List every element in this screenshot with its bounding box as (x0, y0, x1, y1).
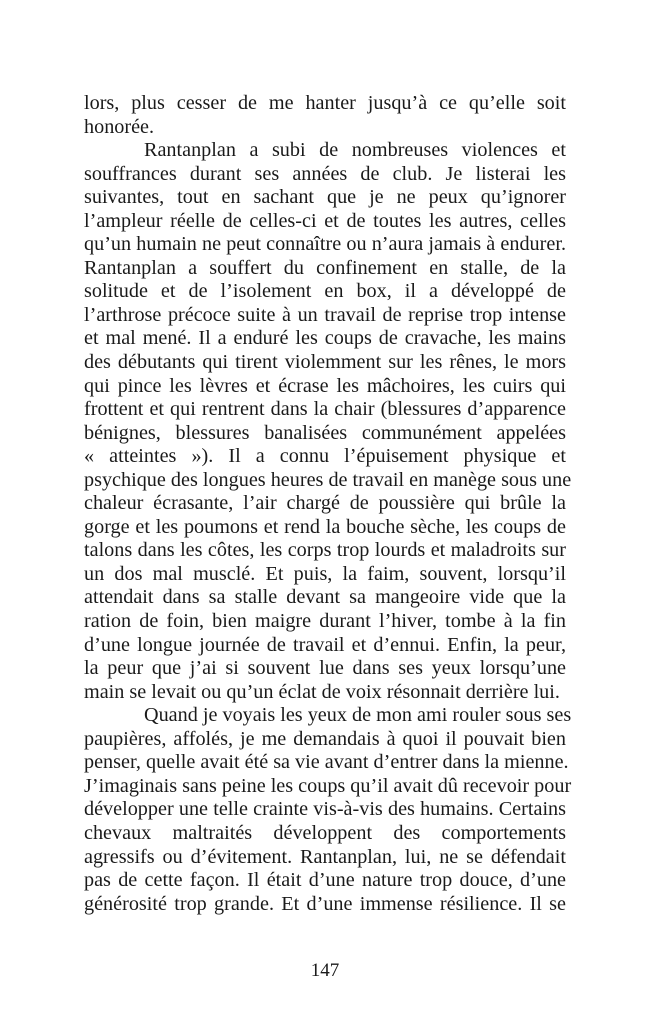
text-line: chevaux maltraités développent des comportements (84, 821, 566, 844)
text-line: d’une longue journée de travail et d’ennui. Enfin, la peur, (84, 633, 566, 656)
text-line: un dos mal musclé. Et puis, la faim, souvent, lorsqu’il (84, 562, 566, 585)
text-line: Rantanplan a souffert du confinement en stalle, de la (84, 256, 566, 279)
text-line: paupières, affolés, je me demandais à quoi il pouvait bien (84, 727, 566, 750)
text-line: qu’un humain ne peut connaître ou n’aura jamais à endurer. (84, 233, 566, 256)
text-line: et mal mené. Il a enduré les coups de cravache, les mains (84, 327, 566, 350)
text-line: honorée. (84, 115, 155, 138)
text-line: solitude et de l’isolement en box, il a développé de (84, 280, 566, 303)
text-line: ration de foin, bien maigre durant l’hiver, tombe à la fin (84, 610, 566, 633)
text-line: « atteintes »). Il a connu l’épuisement physique et (84, 445, 566, 468)
text-line: attendait dans sa stalle devant sa mangeoire vide que la (84, 586, 566, 609)
text-line: gorge et les poumons et rend la bouche sèche, les coups de (84, 515, 566, 538)
text-line: penser, quelle avait été sa vie avant d’entrer dans la mienne. (84, 751, 569, 774)
text-line: chaleur écrasante, l’air chargé de poussière qui brûle la (84, 492, 566, 515)
text-line: générosité trop grande. Et d’une immense résilience. Il se (84, 892, 566, 915)
text-line: pas de cette façon. Il était d’une nature trop douce, d’une (84, 869, 566, 892)
text-line: frottent et qui rentrent dans la chair (blessures d’apparence (84, 398, 566, 421)
text-line: la peur que j’ai si souvent lue dans ses yeux lorsqu’une (84, 657, 566, 680)
text-line: l’arthrose précoce suite à un travail de reprise trop intense (84, 303, 566, 326)
text-line: souffrances durant ses années de club. Je listerai les (84, 162, 566, 185)
paragraph (84, 139, 572, 704)
text-line: qui pince les lèvres et écrase les mâchoires, les cuirs qui (84, 374, 566, 397)
text-line: des débutants qui tirent violemment sur les rênes, le mors (84, 351, 566, 374)
text-line: psychique des longues heures de travail en manège sous une (84, 468, 572, 491)
text-line: Rantanplan a subi de nombreuses violences et (144, 139, 566, 162)
text-line: développer une telle crainte vis-à-vis des humains. Certains (84, 798, 566, 821)
text-line: suivantes, tout en sachant que je ne peux qu’ignorer (84, 186, 566, 209)
text-line: J’imaginais sans peine les coups qu’il avait dû recevoir pour (84, 774, 572, 797)
text-line: main se levait ou qu’un éclat de voix résonnait derrière lui. (84, 680, 560, 703)
text-line: talons dans les côtes, les corps trop lourds et maladroits sur (84, 539, 566, 562)
text-line: Quand je voyais les yeux de mon ami rouler sous ses (144, 704, 572, 727)
text-line: lors, plus cesser de me hanter jusqu’à ce qu’elle soit (84, 92, 566, 114)
text-line: l’ampleur réelle de celles-ci et de toutes les autres, celles (84, 209, 566, 232)
page-number: 147 (310, 960, 340, 981)
paragraph (84, 704, 572, 916)
text-line: bénignes, blessures banalisées communément appelées (84, 421, 566, 444)
paragraph (84, 92, 566, 139)
text-line: agressifs ou d’évitement. Rantanplan, lui, ne se défendait (84, 845, 566, 868)
body-text (84, 92, 572, 916)
